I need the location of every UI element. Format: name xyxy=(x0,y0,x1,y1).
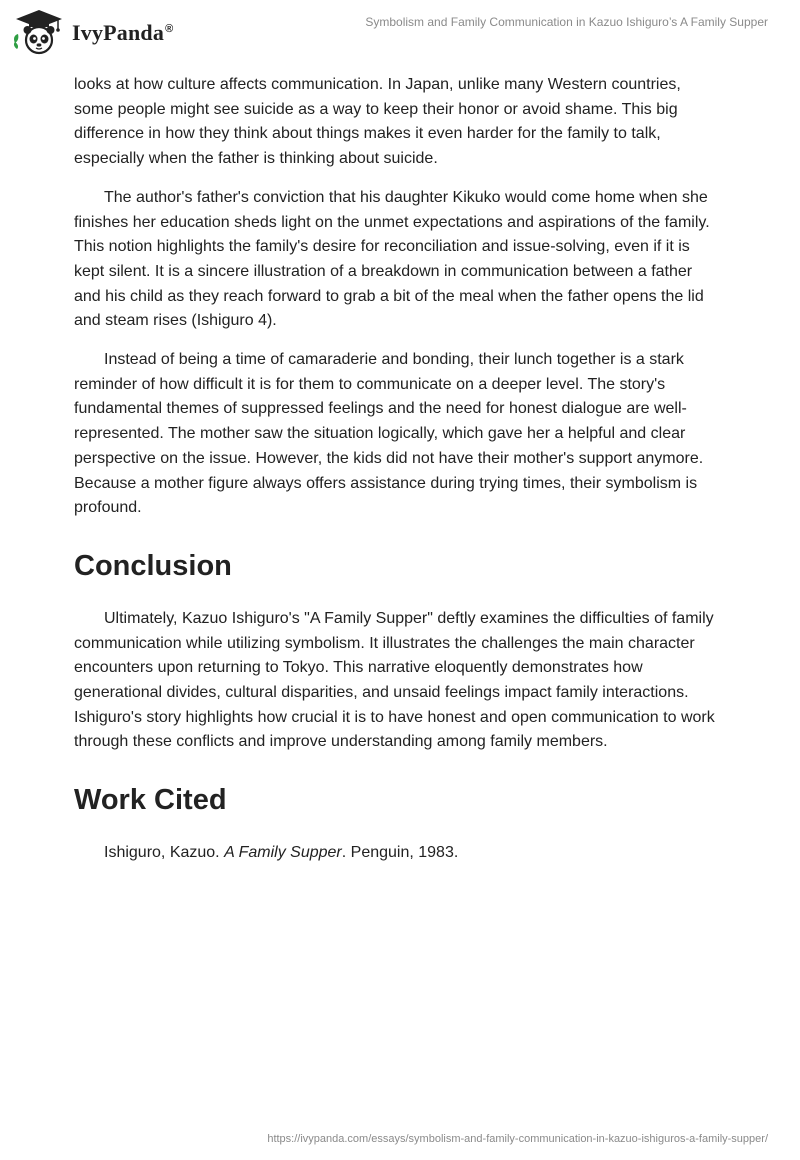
registered-mark: ® xyxy=(165,22,174,35)
page-header xyxy=(0,0,800,70)
essay-content xyxy=(74,73,722,866)
body-paragraph-3: Instead of being a time of camaraderie and bonding, their lunch together is a stark reminder of how difficult it is for them to communicate on a deeper level. The story's fundamental themes of suppressed feelings and the need for honest dialogue are well-represented. The mother saw the situation logically, which gave her a helpful and clear perspective on the issue. However, the kids did not have their mother's support anymore. Because a mother figure always offers assistance during trying times, their symbolism is profound. xyxy=(74,351,704,517)
source-url[interactable]: https://ivypanda.com/essays/symbolism-and-family-communication-in-kazuo-ishiguros-a-family-supper/ xyxy=(267,1133,768,1145)
works-cited-heading: Work Cited xyxy=(74,784,227,817)
citation-author: Ishiguro, Kazuo. xyxy=(104,844,225,862)
panda-graduation-cap-icon xyxy=(12,9,66,55)
conclusion-heading: Conclusion xyxy=(74,549,232,582)
conclusion-paragraph: Ultimately, Kazuo Ishiguro's "A Family Supper" deftly examines the difficulties of family communication while utilizing symbolism. It illustrates the challenges the main character encounters upon returning to Tokyo. This narrative eloquently demonstrates how generational divides, cultural disparities, and unsaid feelings impact family interactions. Ishiguro's story highlights how crucial it is to have honest and open communication to work through these conflicts and improve understanding among family members. xyxy=(74,609,715,751)
citation-title: A Family Supper xyxy=(224,844,342,862)
body-paragraph-2: The author's father's conviction that his daughter Kikuko would come home when she finishes her education sheds light on the unmet expectations and aspirations of the family. This notion highlights the family's desire for reconciliation and issue-solving, even if it is kept silent. It is a sincere illustration of a breakdown in communication between a father and his child as they reach forward to grab a bit of the meal when the father opens the lid and steam rises (Ishiguro 4). xyxy=(74,188,710,330)
brand-name: IvyPanda® xyxy=(72,20,174,45)
ivypanda-logo[interactable] xyxy=(12,9,173,55)
body-paragraph-1: looks at how culture affects communication. In Japan, unlike many Western countries, some people might see suicide as a way to keep their honor or avoid shame. This big difference in how they think about things makes it even harder for the family to talk, especially when the father is thinking about suicide. xyxy=(74,76,681,168)
citation-publisher: . Penguin, 1983. xyxy=(341,844,459,862)
running-title: Symbolism and Family Communication in Kazuo Ishiguro’s A Family Supper xyxy=(365,15,768,29)
citation-entry xyxy=(74,841,722,866)
